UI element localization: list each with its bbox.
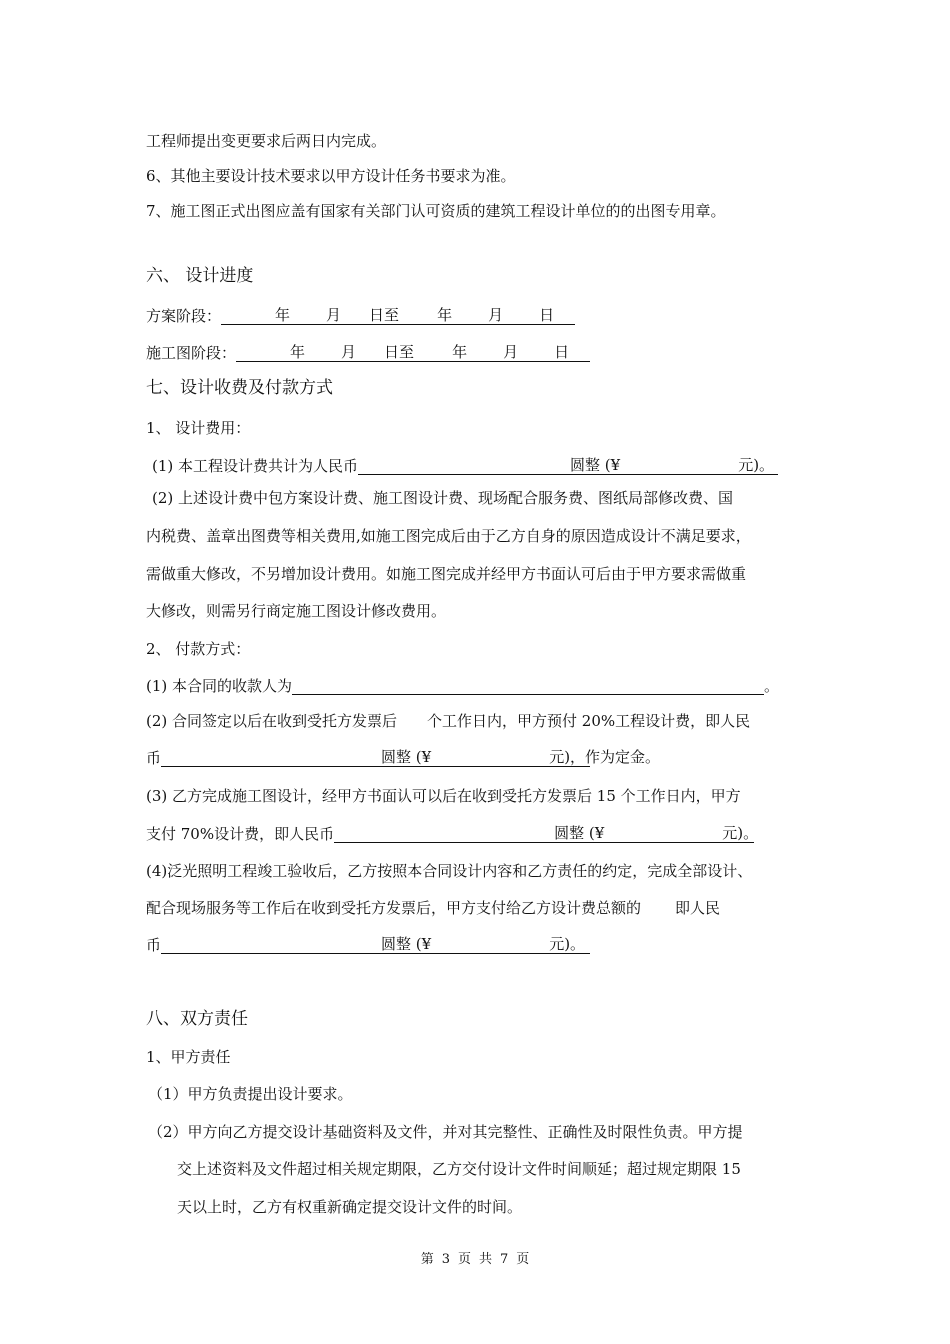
section-heading-6: 六、 设计进度 <box>146 266 254 286</box>
text-line: 6、其他主要设计技术要求以甲方设计任务书要求为准。 <box>146 167 516 185</box>
text-line: 1、 设计费用： <box>146 419 251 437</box>
text-line: 交上述资料及文件超过相关规定期限，乙方交付设计文件时间顺延；超过规定期限 15 <box>177 1160 741 1178</box>
text-line: 工程师提出变更要求后两日内完成。 <box>146 132 387 150</box>
text-line: 需做重大修改，不另增加设计费用。如施工图完成并经甲方书面认可后由于甲方要求需做重 <box>146 565 747 583</box>
payee-blank <box>292 676 764 695</box>
text-line: (4)泛光照明工程竣工验收后，乙方按照本合同设计内容和乙方责任的约定，完成全部设计、 <box>146 862 753 880</box>
page-footer: 第 3 页 共 7 页 <box>420 1252 530 1267</box>
total-pages: 7 <box>500 1252 509 1267</box>
text-line: 1、甲方责任 <box>146 1048 231 1066</box>
fee-total-line: (1) 本工程设计费共计为人民币 圆整 (¥ 元)。 <box>152 456 778 476</box>
construction-date-blank: 年 月 日至 年 月 日 <box>236 343 590 362</box>
text-line: 大修改，则需另行商定施工图设计修改费用。 <box>146 602 447 620</box>
final-amount-line: 币 圆整 (¥ 元)。 <box>146 935 590 955</box>
final-amount-blank: 圆整 (¥ 元)。 <box>161 935 590 954</box>
text-line: 2、 付款方式： <box>146 640 251 658</box>
advance-amount-line: 币 圆整 (¥ 元)，作为定金。 <box>146 748 661 767</box>
text-line: （2）甲方向乙方提交设计基础资料及文件，并对其完整性、正确性及时限性负责。甲方提 <box>148 1123 743 1141</box>
section-heading-7: 七、设计收费及付款方式 <box>146 378 333 398</box>
second-payment-line: 支付 70%设计费，即人民币 圆整 (¥ 元)。 <box>146 824 759 843</box>
text-line: 7、施工图正式出图应盖有国家有关部门认可资质的建筑工程设计单位的的出图专用章。 <box>146 202 726 220</box>
page-number: 3 <box>441 1252 450 1267</box>
text-line: （1）甲方负责提出设计要求。 <box>148 1085 353 1103</box>
advance-amount-blank: 圆整 (¥ 元)，作为定金。 <box>161 748 590 767</box>
construction-label: 施工图阶段： <box>146 344 237 362</box>
scheme-date-blank: 年 月 日至 年 月 日 <box>221 306 575 325</box>
payee-line: (1) 本合同的收款人为 。 <box>146 677 780 695</box>
final-payment-line: 配合现场服务等工作后在收到受托方发票后，甲方支付给乙方设计费总额的 即人民 <box>146 899 721 917</box>
text-line: (3) 乙方完成施工图设计，经甲方书面认可以后在收到受托方发票后 15 个工作日内，甲方 <box>146 787 741 805</box>
second-payment-blank: 圆整 (¥ 元)。 <box>334 824 754 843</box>
scheme-label: 方案阶段： <box>146 307 222 325</box>
fee-total-blank: 圆整 (¥ 元)。 <box>358 456 778 475</box>
advance-payment-line: (2) 合同签定以后在收到受托方发票后 个工作日内，甲方预付 20%工程设计费，即人民 <box>146 712 751 730</box>
schedule-construction <box>146 343 590 363</box>
text-line: 内税费、盖章出图费等相关费用,如施工图完成后由于乙方自身的原因造成设计不满足要求， <box>146 527 751 545</box>
section-heading-8: 八、双方责任 <box>146 1009 248 1029</box>
text-line: (2) 上述设计费中包方案设计费、施工图设计费、现场配合服务费、图纸局部修改费、国 <box>152 489 734 507</box>
text-line: 天以上时，乙方有权重新确定提交设计文件的时间。 <box>177 1198 523 1216</box>
schedule-scheme <box>146 306 575 326</box>
